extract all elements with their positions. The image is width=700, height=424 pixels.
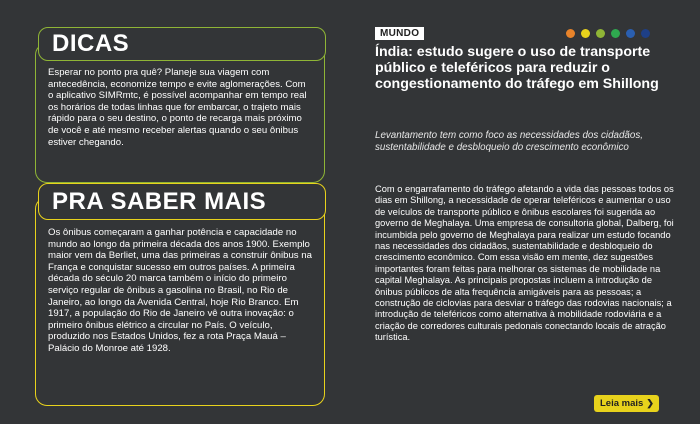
color-dots [566, 29, 650, 38]
color-dot [626, 29, 635, 38]
news-subheadline: Levantamento tem como foco as necessidades dos cidadãos, sustentabilidade e desbloqueio do crescimento econômico [375, 130, 643, 153]
pra-saber-mais-title: PRA SABER MAIS [38, 183, 326, 220]
section-tag: MUNDO [375, 27, 424, 40]
pra-saber-mais-text: Os ônibus começaram a ganhar potência e capacidade no mundo ao longo da primeira década dos anos 1900. Exemplo maior vem da Berliet, uma das primeiras a construir ônibus na França e conquistar sucesso em outros países. A primeira década do século 20 marca também o início do primeiro serviço regular de ônibus a gasolina no Brasil, no Rio de Janeiro, ao longo da Avenida Central, hoje Rio Branco. Em 1917, a população do Rio de Janeiro vê outra inovação: o primeiro ônibus elétrico a circular no País. O veículo, produzido nos Estados Unidos, fez a rota Praça Mauá – Palácio do Monroe até 1928. [48, 227, 312, 354]
dicas-title: DICAS [38, 27, 326, 61]
color-dot [641, 29, 650, 38]
color-dot [596, 29, 605, 38]
color-dot [611, 29, 620, 38]
color-dot [581, 29, 590, 38]
read-more-button[interactable] [594, 395, 659, 412]
news-headline: Índia: estudo sugere o uso de transporte público e teleféricos para reduzir o congestionamento do tráfego em Shillong [375, 44, 659, 92]
read-more-label: Leia mais [600, 398, 644, 409]
dicas-text: Esperar no ponto pra quê? Planeje sua viagem com antecedência, economize tempo e evite aglomerações. Com o aplicativo SIMRmtc, é possível acompanhar em tempo real os horários de todas linhas que for embarcar, o trajeto mais rápido para o seu destino, o ponto de recarga mais próximo de você e até mesmo receber alertas quando o seu ônibus estiver chegando. [48, 67, 307, 148]
color-dot [566, 29, 575, 38]
news-body: Com o engarrafamento do tráfego afetando a vida das pessoas todos os dias em Shillong, a necessidade de operar teleféricos e aumentar o uso de veículos de transporte público e ônibus escolares foi sugerida ao governo de Meghalaya. Uma empresa de consultoria global, Dalberg, foi incumbida pelo governo de Meghalaya para realizar um estudo focando nas necessidades dos cidadãos, sustentabilidade e desbloqueio do crescimento econômico. Com essa visão em mente, dez sugestões importantes foram feitas para melhorar os sistemas de mobilidade na capital Meghalaya. As principais propostas incluem a introdução de ônibus públicos de alta frequência amigáveis para as pessoas; a construção de ciclovias para desviar o tráfego das rodovias nacionais; a introdução de teleféricos como alternativa à mobilidade rodoviária e a criação de corredores culturais pedonais conectando locais de atração turística. [375, 184, 674, 343]
chevron-right-icon: ❯ [646, 398, 654, 408]
